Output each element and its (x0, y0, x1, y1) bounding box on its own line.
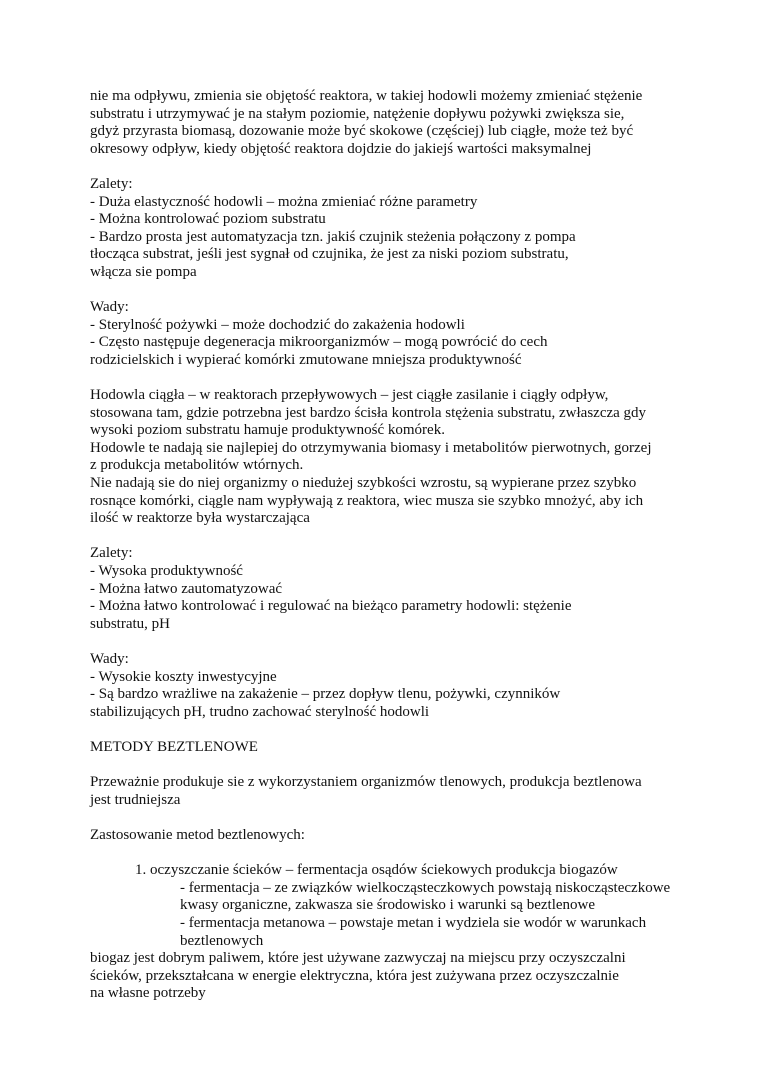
text-line: z produkcja metabolitów wtórnych. (90, 457, 304, 474)
text-line: Hodowla ciągła – w reaktorach przepływowych – jest ciągłe zasilanie i ciągły odpływ, (90, 387, 609, 404)
text-line: Hodowle te nadają sie najlepiej do otrzymywania biomasy i metabolitów pierwotnych, gorzej (90, 439, 652, 456)
text-line: okresowy odpływ, kiedy objętość reaktora dojdzie do jakiejś wartości maksymalnej (90, 140, 592, 157)
list-item: - Duża elastyczność hodowli – można zmieniać różne parametry (90, 193, 478, 210)
list-item: - Można łatwo zautomatyzować (90, 580, 283, 597)
text-line: stosowana tam, gdzie potrzebna jest bardzo ścisła kontrola stężenia substratu, zwłaszcza gdy (90, 404, 647, 421)
list-item: - Można kontrolować poziom substratu (90, 211, 326, 228)
sub-item: - fermentacja – ze związków wielkocząsteczkowych powstają niskocząsteczkowe (180, 879, 671, 896)
list-item: stabilizujących pH, trudno zachować sterylność hodowli (90, 703, 430, 720)
section-heading: Wady: (90, 299, 129, 316)
section-heading: Zalety: (90, 175, 133, 192)
text-line: Nie nadają sie do niej organizmy o niedużej szybkości wzrostu, są wypierane przez szybko (90, 475, 637, 492)
list-item: - Bardzo prosta jest automatyzacja tzn. jakiś czujnik steżenia połączony z pompa (90, 228, 576, 245)
text-line: jest trudniejsza (90, 791, 181, 808)
section-heading: Zastosowanie metod beztlenowych: (90, 826, 305, 843)
text-line: wysoki poziom substratu hamuje produktywność komórek. (90, 422, 445, 439)
section-heading: Wady: (90, 651, 129, 667)
list-item: - Często następuje degeneracja mikroorganizmów – mogą powrócić do cech (90, 334, 548, 351)
list-item: - Wysokie koszty inwestycyjne (90, 668, 277, 685)
text-line: na własne potrzeby (90, 985, 206, 1002)
list-item: tłocząca substrat, jeśli jest sygnał od czujnika, że jest za niski poziom substratu, (90, 246, 569, 263)
list-item: - Można łatwo kontrolować i regulować na bieżąco parametry hodowli: stężenie (90, 598, 572, 615)
text-line: gdyż przyrasta biomasą, dozowanie może być skokowe (częściej) lub ciągłe, może też być (90, 123, 634, 140)
text-line: biogaz jest dobrym paliwem, które jest używane zazwyczaj na miejscu przy oczyszczalni (90, 950, 626, 967)
section-heading: Zalety: (90, 545, 133, 562)
sub-item: beztlenowych (180, 932, 264, 949)
text-line: ilość w reaktorze była wystarczająca (90, 510, 310, 527)
text-line: Przeważnie produkuje sie z wykorzystaniem organizmów tlenowych, produkcja beztlenowa (90, 774, 642, 791)
text-line: rosnące komórki, ciągle nam wypływają z reaktora, wiec musza sie szybko mnożyć, aby ich (90, 492, 644, 509)
list-item: rodzicielskich i wypierać komórki zmutowane mniejsza produktywność (90, 351, 522, 368)
list-item: - Wysoka produktywność (90, 563, 243, 580)
page-heading: METODY BEZTLENOWE (90, 738, 258, 755)
sub-item: - fermentacja metanowa – powstaje metan i wydziela sie wodór w warunkach (180, 914, 647, 931)
list-item: - Są bardzo wrażliwe na zakażenie – przez dopływ tlenu, pożywki, czynników (90, 686, 561, 703)
text-line: substratu i utrzymywać je na stałym poziomie, natężenie dopływu pożywki zwiększa sie, (90, 105, 625, 122)
list-item: - Sterylność pożywki – może dochodzić do zakażenia hodowli (90, 316, 465, 333)
sub-item: kwasy organiczne, zakwasza sie środowisko i warunki są beztlenowe (180, 897, 596, 914)
list-item: substratu, pH (90, 615, 170, 632)
text-line: ścieków, przekształcana w energie elektryczna, która jest zużywana przez oczyszczalnie (90, 967, 619, 984)
list-item: włącza sie pompa (90, 263, 197, 280)
numbered-item: 1. oczyszczanie ścieków – fermentacja osądów ściekowych produkcja biogazów (135, 862, 618, 879)
document-page (90, 88, 690, 1003)
text-line: nie ma odpływu, zmienia sie objętość reaktora, w takiej hodowli możemy zmieniać stężenie (90, 88, 643, 104)
